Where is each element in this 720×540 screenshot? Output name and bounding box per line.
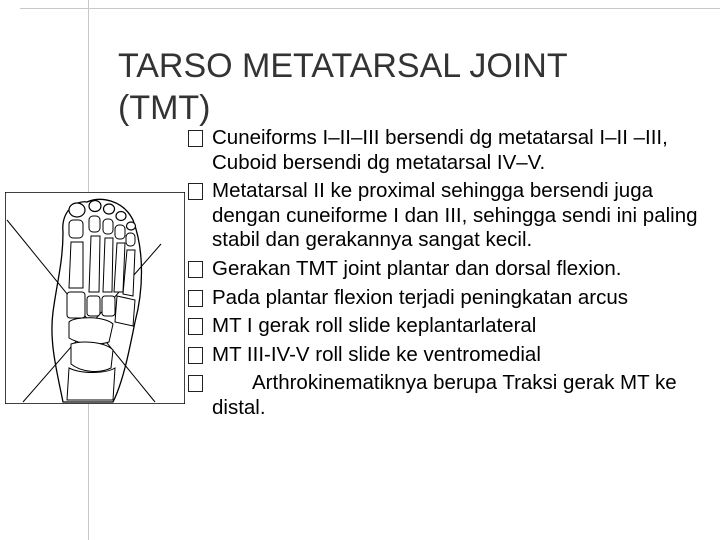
bullet-box-icon [188, 347, 203, 364]
bullet-text: MT I gerak roll slide keplantarlateral [212, 314, 537, 338]
frame-top-line [20, 8, 720, 9]
bullet-item-6 [188, 343, 708, 368]
bullet-box-icon [188, 183, 203, 200]
title-line-2: (TMT) [118, 89, 211, 128]
bullet-box-icon [188, 261, 203, 278]
bullet-item-4 [188, 286, 708, 311]
foot-skeleton-illustration [5, 192, 185, 404]
bullet-item-3 [188, 257, 708, 282]
bullet-text: Cuneiforms I–II–III bersendi dg metatarsal I–II –III, Cuboid bersendi dg metatarsal IV–V. [212, 126, 668, 174]
bullet-item-7 [188, 371, 708, 420]
bullet-item-1 [188, 126, 708, 175]
bullet-text: Gerakan TMT joint plantar dan dorsal flexion. [212, 256, 622, 280]
slide-title [118, 45, 698, 130]
bullet-item-5 [188, 314, 708, 339]
bullet-box-icon [188, 375, 203, 392]
bullet-item-2 [188, 179, 708, 253]
bullet-box-icon [188, 318, 203, 335]
bullet-text: Metatarsal II ke proximal sehingga bersendi juga dengan cuneiforme I dan III, sehingga sendi ini paling stabil dan gerakannya sangat kecil. [212, 179, 698, 252]
bullet-text: Pada plantar flexion terjadi peningkatan arcus [212, 285, 628, 309]
bullet-text: MT III-IV-V roll slide ke ventromedial [212, 342, 541, 366]
title-line-1: TARSO METATARSAL JOINT [118, 46, 568, 85]
bullet-list [188, 126, 708, 425]
bullet-text: Arthrokinematiknya berupa Traksi gerak MT ke distal. [212, 371, 677, 419]
bullet-box-icon [188, 130, 203, 147]
bullet-box-icon [188, 290, 203, 307]
